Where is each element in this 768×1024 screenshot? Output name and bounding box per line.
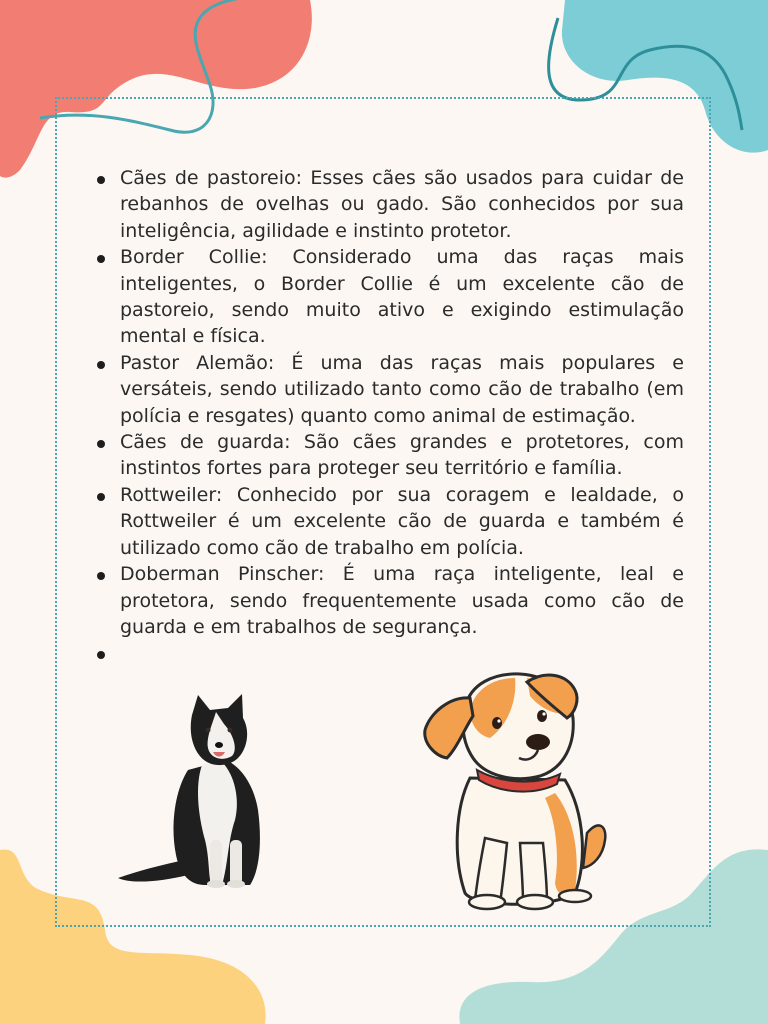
list-item (92, 165, 684, 244)
border-collie-dog-icon (110, 690, 270, 890)
list-item-text: Rottweiler: Conhecido por sua coragem e lealdade, o Rottweiler é um excelente cão de guarda e também é utilizado como cão de trabalho em polícia. (120, 483, 684, 559)
list-item (92, 561, 684, 640)
list-item-text: Border Collie: Considerado uma das raças mais inteligentes, o Border Collie é um excelente cão de pastoreio, sendo muito ativo e exigindo estimulação mental e física. (120, 246, 684, 348)
list-item-text: Cães de pastoreio: Esses cães são usados para cuidar de rebanhos de ovelhas ou gado. São conhecidos por sua inteligência, agilidade e instinto protetor. (120, 167, 684, 242)
list-item (92, 429, 684, 482)
bullet-icon (97, 572, 105, 580)
bullet-icon (97, 440, 105, 448)
dog-breed-list (92, 165, 684, 666)
bullet-icon (97, 493, 105, 501)
list-item (92, 244, 684, 350)
list-item-text: Cães de guarda: São cães grandes e protetores, com instintos fortes para proteger seu território e família. (120, 431, 684, 480)
content (92, 165, 684, 666)
list-item (92, 350, 684, 429)
cartoon-puppy-icon (415, 668, 615, 913)
list-item (92, 640, 684, 666)
bullet-icon (97, 651, 105, 659)
list-item-text: Pastor Alemão: É uma das raças mais populares e versáteis, sendo utilizado tanto como cão de trabalho (em polícia e resgates) quanto como animal de estimação. (120, 351, 684, 427)
bullet-icon (97, 255, 105, 263)
list-item (92, 482, 684, 561)
list-item-text: Doberman Pinscher: É uma raça inteligente, leal e protetora, sendo frequentemente usada como cão de guarda e em trabalhos de segurança. (120, 563, 684, 638)
bullet-icon (97, 361, 105, 369)
bullet-icon (97, 176, 105, 184)
